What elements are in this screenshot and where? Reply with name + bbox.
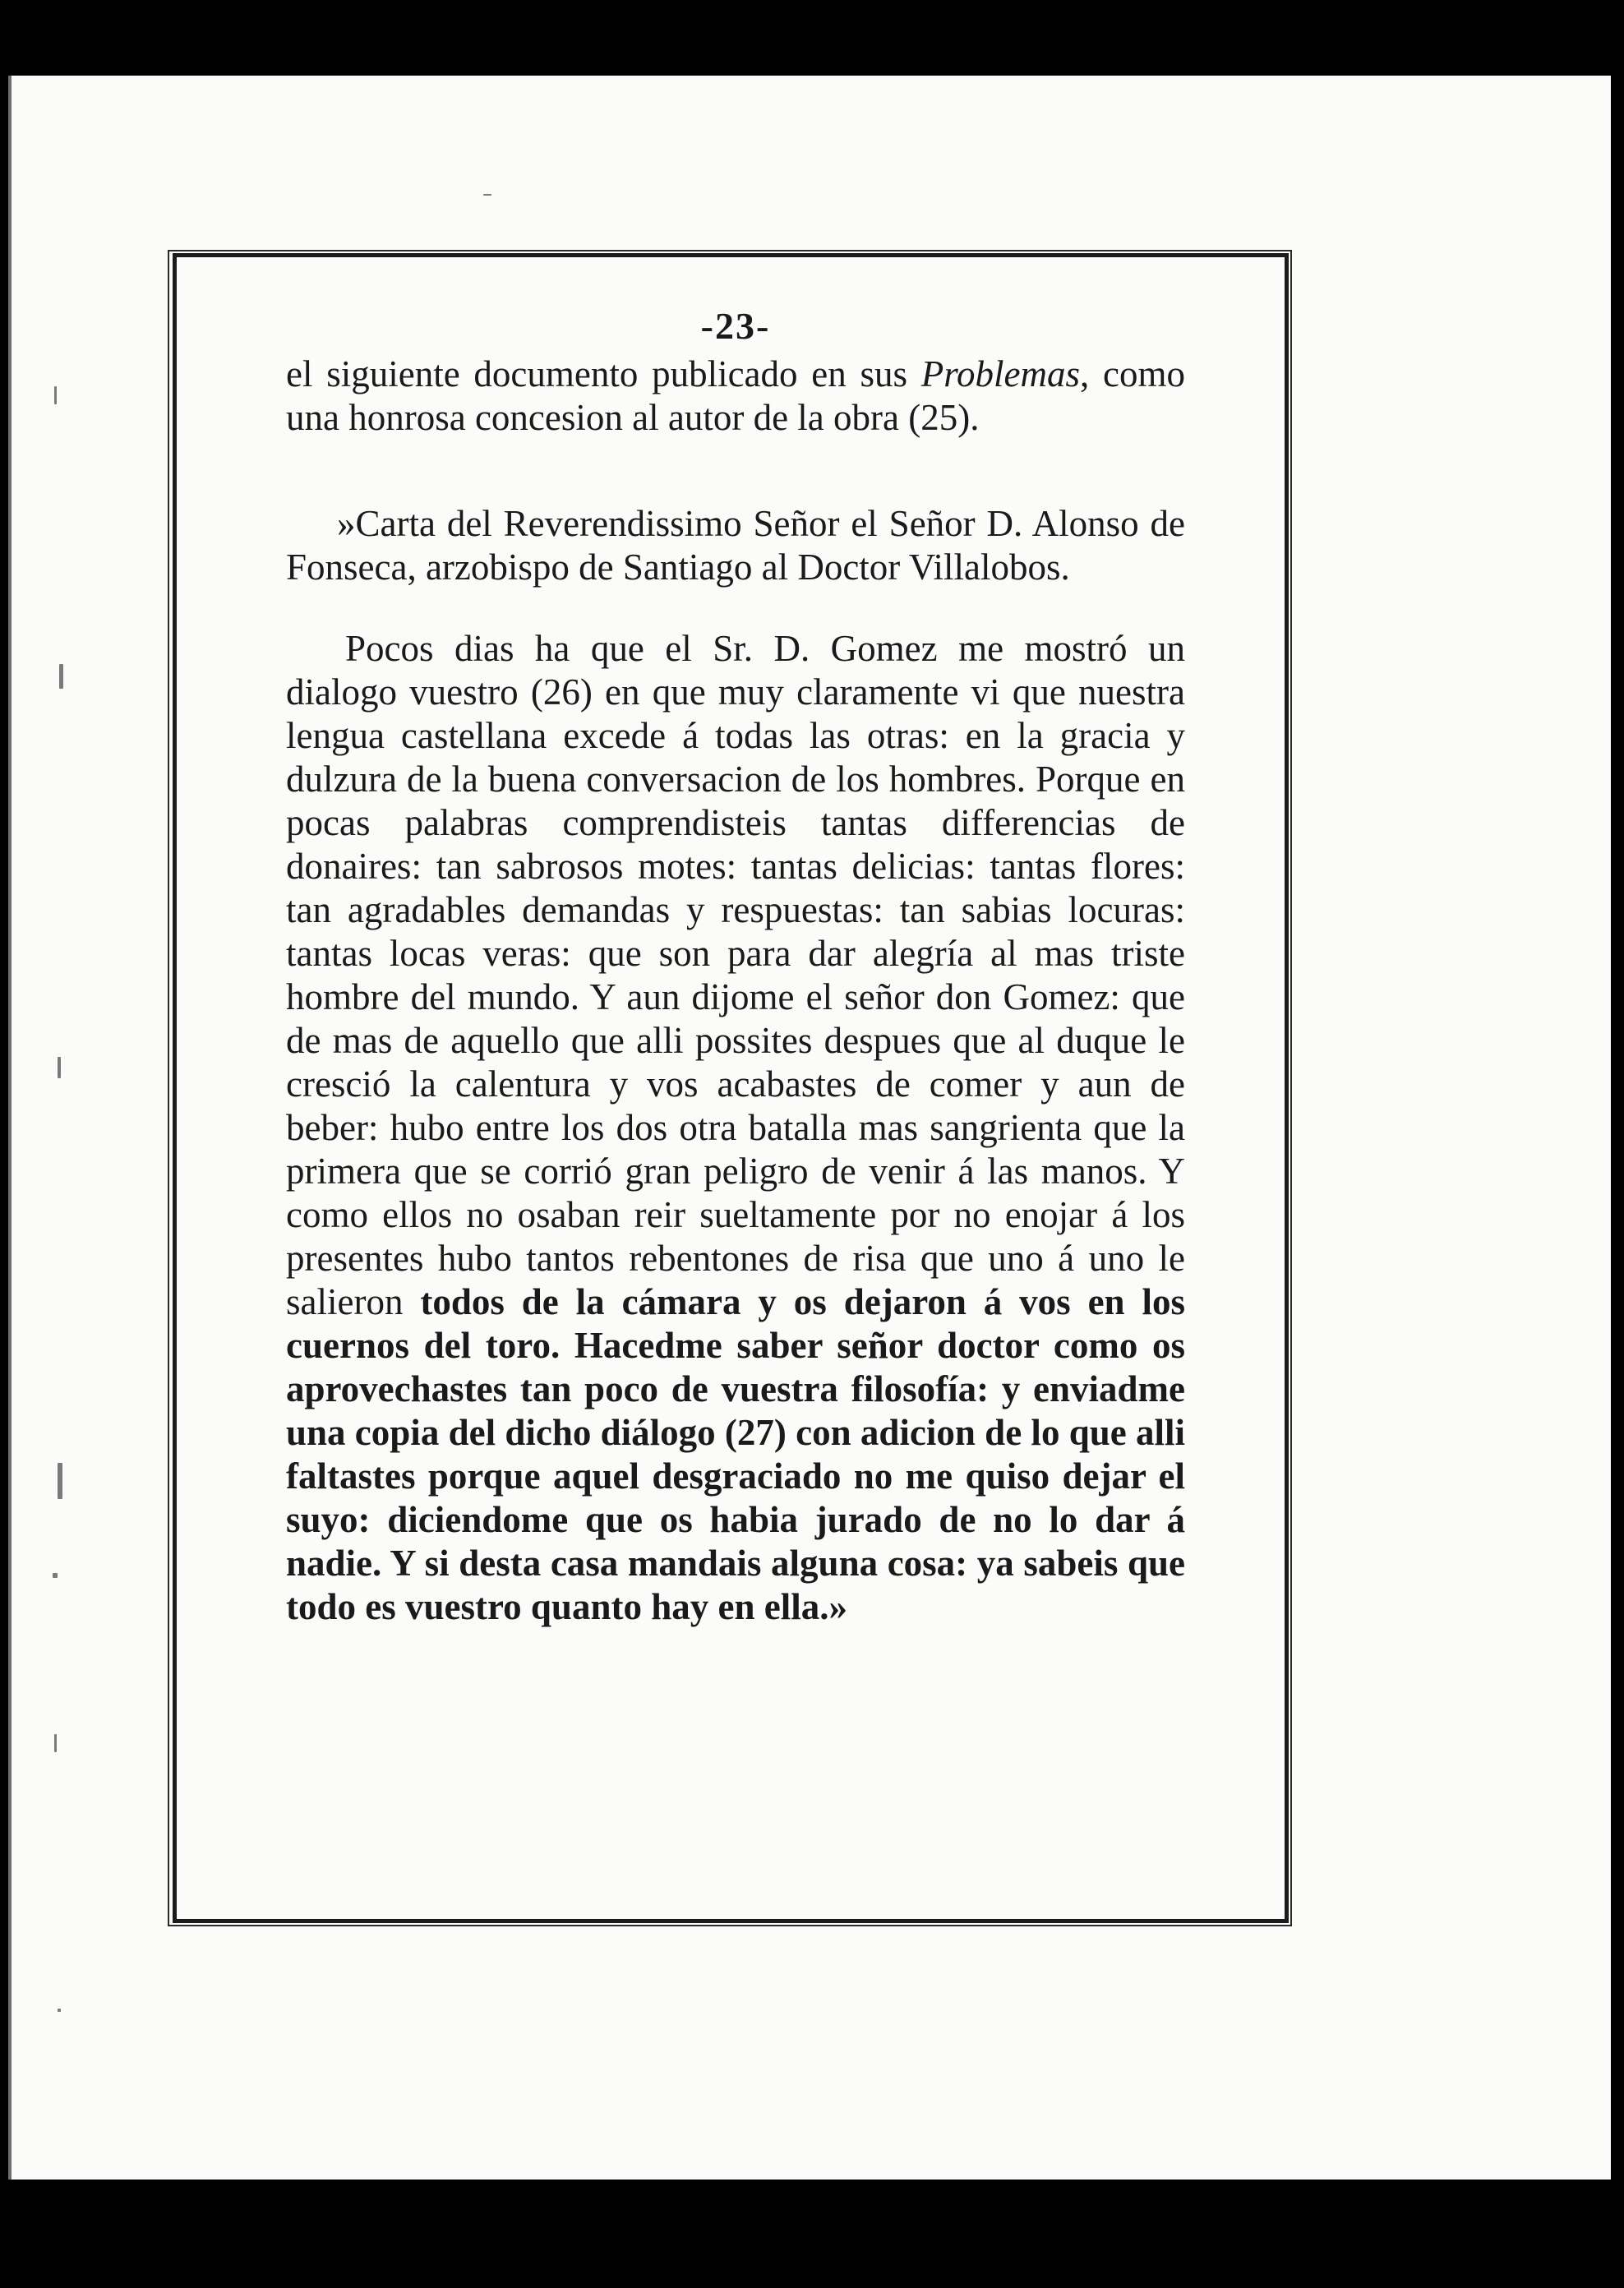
margin-speck (58, 1057, 61, 1078)
margin-speck (53, 1573, 58, 1578)
letter-heading: »Carta del Reverendissimo Señor el Señor D. Alonso de Fonseca, arzobispo de Santiago al Doctor Villalobos. (286, 503, 1185, 588)
page-number: -23- (700, 305, 771, 347)
margin-speck (483, 194, 491, 196)
intro-text: el siguiente documento publicado en sus (286, 353, 921, 394)
margin-speck (59, 664, 63, 689)
intro-text-end: , como una honrosa concesion al autor de la obra (25). (286, 353, 1186, 438)
margin-speck (54, 1734, 57, 1752)
page-text (286, 304, 1185, 1629)
margin-speck (54, 386, 57, 404)
scan-edge-shadow (8, 76, 12, 2180)
intro-paragraph (286, 353, 1185, 440)
book-title: Problemas (920, 353, 1081, 394)
letter-body-regular: Pocos dias ha que el Sr. D. Gomez me mostró un dialogo vuestro (26) en que muy claramente vi que nuestra lengua castellana excede á todas las otras: en la gracia y dulzura de la buena conversacion de los hombres. Porque en pocas palabras comprendisteis tantas differencias de donaires: tan sabrosos motes: tantas delicias: tantas flores: tan agradables demandas y respuestas: tan sabias locuras: tantas locas veras: que son para dar alegría al mas triste hombre del mundo. Y aun dijome el señor don Gomez: que de mas de aquello que alli possites despues que al duque le cresció la calentura y vos acabastes de comer y aun de beber: hubo entre los dos otra batalla mas sangrienta que la primera que se corrió gran peligro de venir á las manos. Y como ellos no osaban reir sueltamente por no enojar á los presentes hubo tantos rebentones de risa que uno á uno le salieron (286, 628, 1185, 1322)
letter-body (286, 627, 1185, 1629)
margin-speck (58, 2009, 61, 2012)
letter-body-bold: todos de la cámara y os dejaron á vos en los cuernos del toro. Hacedme saber señor doctor como os aprovechastes tan poco de vuestra filosofía: y enviadme una copia del dicho diálogo (27) con adicion de lo que alli faltastes porque aquel desgraciado no me quiso dejar el suyo: diciendome que os habia jurado de no lo dar á nadie. Y si desta casa mandais alguna cosa: ya sabeis que todo es vuestro quanto hay en ella.» (286, 1281, 1185, 1627)
margin-speck (58, 1463, 62, 1499)
